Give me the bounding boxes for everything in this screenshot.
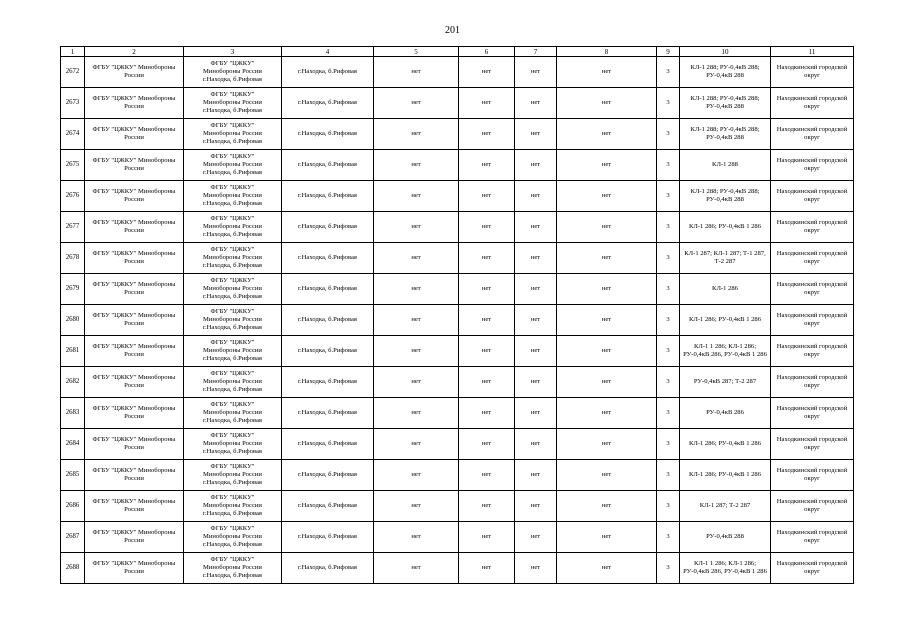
column-8-cell: нет bbox=[557, 553, 657, 584]
column-7-cell: нет bbox=[515, 243, 557, 274]
table-row bbox=[61, 57, 854, 88]
column-8-cell: нет bbox=[557, 274, 657, 305]
column-8-cell: нет bbox=[557, 460, 657, 491]
equipment-cell: КЛ-1 286; РУ-0,4кВ 1 286 bbox=[680, 460, 771, 491]
district-cell: Находкинский городской округ bbox=[771, 181, 854, 212]
owner-line: Минобороны России bbox=[203, 99, 262, 106]
address-cell: г.Находка, б.Рифовая bbox=[282, 119, 374, 150]
column-5-cell: нет bbox=[374, 305, 459, 336]
equipment-cell: РУ-0,4кВ 286 bbox=[680, 398, 771, 429]
table-body bbox=[61, 57, 854, 584]
owner-line: ФГБУ "ЦЖКУ" bbox=[210, 153, 255, 160]
column-9-cell: 3 bbox=[657, 429, 680, 460]
column-5-cell: нет bbox=[374, 119, 459, 150]
row-number-cell: 2680 bbox=[61, 305, 85, 336]
table-row bbox=[61, 305, 854, 336]
column-8-cell: нет bbox=[557, 429, 657, 460]
column-7-cell: нет bbox=[515, 119, 557, 150]
registry-table bbox=[60, 46, 854, 584]
header-row bbox=[61, 47, 854, 57]
address-cell: г.Находка, б.Рифовая bbox=[282, 243, 374, 274]
column-header: 8 bbox=[557, 47, 657, 57]
address-cell: г.Находка, б.Рифовая bbox=[282, 181, 374, 212]
owner-cell bbox=[184, 57, 282, 88]
column-8-cell: нет bbox=[557, 212, 657, 243]
column-header: 1 bbox=[61, 47, 85, 57]
column-header: 9 bbox=[657, 47, 680, 57]
owner-line: ФГБУ "ЦЖКУ" bbox=[210, 122, 255, 129]
table-row bbox=[61, 274, 854, 305]
owner-line: Минобороны России bbox=[203, 316, 262, 323]
owner-line: г.Находка, б.Рифовая bbox=[203, 138, 262, 145]
table-row bbox=[61, 336, 854, 367]
owner-line: г.Находка, б.Рифовая bbox=[203, 541, 262, 548]
district-cell: Находкинский городской округ bbox=[771, 460, 854, 491]
equipment-cell: КЛ-1 287; КЛ-1 287; Т-1 287, Т-2 287 bbox=[680, 243, 771, 274]
owner-cell bbox=[184, 119, 282, 150]
column-7-cell: нет bbox=[515, 181, 557, 212]
column-9-cell: 3 bbox=[657, 491, 680, 522]
address-cell: г.Находка, б.Рифовая bbox=[282, 367, 374, 398]
district-cell: Находкинский городской округ bbox=[771, 274, 854, 305]
table-row bbox=[61, 181, 854, 212]
owner-line: г.Находка, б.Рифовая bbox=[203, 417, 262, 424]
column-8-cell: нет bbox=[557, 491, 657, 522]
owner-line: Минобороны России bbox=[203, 347, 262, 354]
address-cell: г.Находка, б.Рифовая bbox=[282, 150, 374, 181]
district-cell: Находкинский городской округ bbox=[771, 119, 854, 150]
table-row bbox=[61, 150, 854, 181]
column-6-cell: нет bbox=[459, 491, 515, 522]
address-cell: г.Находка, б.Рифовая bbox=[282, 491, 374, 522]
column-6-cell: нет bbox=[459, 88, 515, 119]
column-8-cell: нет bbox=[557, 522, 657, 553]
column-6-cell: нет bbox=[459, 367, 515, 398]
district-cell: Находкинский городской округ bbox=[771, 88, 854, 119]
row-number-cell: 2681 bbox=[61, 336, 85, 367]
owner-cell bbox=[184, 305, 282, 336]
row-number-cell: 2676 bbox=[61, 181, 85, 212]
column-7-cell: нет bbox=[515, 553, 557, 584]
owner-line: г.Находка, б.Рифовая bbox=[203, 293, 262, 300]
owner-line: г.Находка, б.Рифовая bbox=[203, 386, 262, 393]
organization-cell: ФГБУ "ЦЖКУ" Минобороны России bbox=[85, 305, 184, 336]
owner-line: Минобороны России bbox=[203, 502, 262, 509]
column-6-cell: нет bbox=[459, 212, 515, 243]
district-cell: Находкинский городской округ bbox=[771, 305, 854, 336]
column-6-cell: нет bbox=[459, 119, 515, 150]
owner-line: г.Находка, б.Рифовая bbox=[203, 355, 262, 362]
owner-line: Минобороны России bbox=[203, 471, 262, 478]
owner-line: ФГБУ "ЦЖКУ" bbox=[210, 277, 255, 284]
equipment-cell: КЛ-1 286; РУ-0,4кВ 1 286 bbox=[680, 429, 771, 460]
district-cell: Находкинский городской округ bbox=[771, 243, 854, 274]
column-9-cell: 3 bbox=[657, 212, 680, 243]
owner-line: ФГБУ "ЦЖКУ" bbox=[210, 370, 255, 377]
organization-cell: ФГБУ "ЦЖКУ" Минобороны России bbox=[85, 119, 184, 150]
column-5-cell: нет bbox=[374, 336, 459, 367]
column-5-cell: нет bbox=[374, 429, 459, 460]
row-number-cell: 2673 bbox=[61, 88, 85, 119]
owner-line: г.Находка, б.Рифовая bbox=[203, 200, 262, 207]
owner-line: Минобороны России bbox=[203, 564, 262, 571]
table-row bbox=[61, 460, 854, 491]
column-6-cell: нет bbox=[459, 522, 515, 553]
owner-line: Минобороны России bbox=[203, 192, 262, 199]
owner-cell bbox=[184, 274, 282, 305]
column-5-cell: нет bbox=[374, 367, 459, 398]
column-6-cell: нет bbox=[459, 553, 515, 584]
table-row bbox=[61, 243, 854, 274]
column-7-cell: нет bbox=[515, 305, 557, 336]
row-number-cell: 2677 bbox=[61, 212, 85, 243]
column-9-cell: 3 bbox=[657, 522, 680, 553]
owner-line: Минобороны России bbox=[203, 161, 262, 168]
address-cell: г.Находка, б.Рифовая bbox=[282, 88, 374, 119]
column-8-cell: нет bbox=[557, 336, 657, 367]
column-7-cell: нет bbox=[515, 522, 557, 553]
table-row bbox=[61, 491, 854, 522]
district-cell: Находкинский городской округ bbox=[771, 491, 854, 522]
column-5-cell: нет bbox=[374, 522, 459, 553]
owner-cell bbox=[184, 522, 282, 553]
column-9-cell: 3 bbox=[657, 119, 680, 150]
column-header: 11 bbox=[771, 47, 854, 57]
organization-cell: ФГБУ "ЦЖКУ" Минобороны России bbox=[85, 88, 184, 119]
owner-cell bbox=[184, 150, 282, 181]
equipment-cell: КЛ-1 287; Т-2 287 bbox=[680, 491, 771, 522]
district-cell: Находкинский городской округ bbox=[771, 336, 854, 367]
table-row bbox=[61, 553, 854, 584]
column-7-cell: нет bbox=[515, 460, 557, 491]
organization-cell: ФГБУ "ЦЖКУ" Минобороны России bbox=[85, 553, 184, 584]
table-row bbox=[61, 367, 854, 398]
column-header: 7 bbox=[515, 47, 557, 57]
owner-line: ФГБУ "ЦЖКУ" bbox=[210, 60, 255, 67]
owner-cell bbox=[184, 336, 282, 367]
column-7-cell: нет bbox=[515, 57, 557, 88]
owner-line: Минобороны России bbox=[203, 440, 262, 447]
column-8-cell: нет bbox=[557, 305, 657, 336]
owner-cell bbox=[184, 88, 282, 119]
district-cell: Находкинский городской округ bbox=[771, 429, 854, 460]
column-7-cell: нет bbox=[515, 212, 557, 243]
district-cell: Находкинский городской округ bbox=[771, 212, 854, 243]
column-5-cell: нет bbox=[374, 553, 459, 584]
column-header: 5 bbox=[374, 47, 459, 57]
column-7-cell: нет bbox=[515, 336, 557, 367]
owner-line: Минобороны России bbox=[203, 533, 262, 540]
address-cell: г.Находка, б.Рифовая bbox=[282, 429, 374, 460]
row-number-cell: 2688 bbox=[61, 553, 85, 584]
column-9-cell: 3 bbox=[657, 305, 680, 336]
column-6-cell: нет bbox=[459, 181, 515, 212]
owner-cell bbox=[184, 429, 282, 460]
column-8-cell: нет bbox=[557, 57, 657, 88]
column-header: 3 bbox=[184, 47, 282, 57]
equipment-cell: КЛ-1 1 286; КЛ-1 286; РУ-0,4кВ 286, РУ-0,4кВ 1 286 bbox=[680, 336, 771, 367]
equipment-cell: КЛ-1 288; РУ-0,4кВ 288; РУ-0,4кВ 288 bbox=[680, 181, 771, 212]
owner-cell bbox=[184, 553, 282, 584]
column-6-cell: нет bbox=[459, 398, 515, 429]
owner-cell bbox=[184, 212, 282, 243]
address-cell: г.Находка, б.Рифовая bbox=[282, 57, 374, 88]
page-number: 201 bbox=[445, 25, 460, 36]
column-9-cell: 3 bbox=[657, 398, 680, 429]
owner-line: ФГБУ "ЦЖКУ" bbox=[210, 525, 255, 532]
equipment-cell: КЛ-1 286; РУ-0,4кВ 1 286 bbox=[680, 212, 771, 243]
column-header: 10 bbox=[680, 47, 771, 57]
column-5-cell: нет bbox=[374, 274, 459, 305]
district-cell: Находкинский городской округ bbox=[771, 522, 854, 553]
column-9-cell: 3 bbox=[657, 274, 680, 305]
organization-cell: ФГБУ "ЦЖКУ" Минобороны России bbox=[85, 398, 184, 429]
column-5-cell: нет bbox=[374, 150, 459, 181]
column-9-cell: 3 bbox=[657, 553, 680, 584]
owner-line: ФГБУ "ЦЖКУ" bbox=[210, 184, 255, 191]
column-5-cell: нет bbox=[374, 57, 459, 88]
column-8-cell: нет bbox=[557, 367, 657, 398]
table-row bbox=[61, 398, 854, 429]
district-cell: Находкинский городской округ bbox=[771, 367, 854, 398]
column-6-cell: нет bbox=[459, 150, 515, 181]
owner-line: г.Находка, б.Рифовая bbox=[203, 510, 262, 517]
owner-line: ФГБУ "ЦЖКУ" bbox=[210, 401, 255, 408]
column-9-cell: 3 bbox=[657, 88, 680, 119]
owner-cell bbox=[184, 491, 282, 522]
organization-cell: ФГБУ "ЦЖКУ" Минобороны России bbox=[85, 274, 184, 305]
owner-line: г.Находка, б.Рифовая bbox=[203, 169, 262, 176]
column-header: 6 bbox=[459, 47, 515, 57]
column-7-cell: нет bbox=[515, 398, 557, 429]
equipment-cell: РУ-0,4кВ 287; Т-2 287 bbox=[680, 367, 771, 398]
owner-line: г.Находка, б.Рифовая bbox=[203, 107, 262, 114]
row-number-cell: 2687 bbox=[61, 522, 85, 553]
row-number-cell: 2682 bbox=[61, 367, 85, 398]
equipment-cell: КЛ-1 288; РУ-0,4кВ 288; РУ-0,4кВ 288 bbox=[680, 88, 771, 119]
row-number-cell: 2675 bbox=[61, 150, 85, 181]
owner-line: Минобороны России bbox=[203, 285, 262, 292]
owner-cell bbox=[184, 398, 282, 429]
column-6-cell: нет bbox=[459, 274, 515, 305]
table-row bbox=[61, 212, 854, 243]
owner-line: ФГБУ "ЦЖКУ" bbox=[210, 246, 255, 253]
column-5-cell: нет bbox=[374, 398, 459, 429]
column-5-cell: нет bbox=[374, 88, 459, 119]
equipment-cell: КЛ-1 286 bbox=[680, 274, 771, 305]
row-number-cell: 2672 bbox=[61, 57, 85, 88]
column-6-cell: нет bbox=[459, 305, 515, 336]
owner-line: г.Находка, б.Рифовая bbox=[203, 262, 262, 269]
address-cell: г.Находка, б.Рифовая bbox=[282, 522, 374, 553]
organization-cell: ФГБУ "ЦЖКУ" Минобороны России bbox=[85, 429, 184, 460]
owner-cell bbox=[184, 367, 282, 398]
equipment-cell: КЛ-1 288; РУ-0,4кВ 288; РУ-0,4кВ 288 bbox=[680, 119, 771, 150]
owner-line: ФГБУ "ЦЖКУ" bbox=[210, 339, 255, 346]
owner-line: Минобороны России bbox=[203, 223, 262, 230]
equipment-cell: КЛ-1 288; РУ-0,4кВ 288; РУ-0,4кВ 288 bbox=[680, 57, 771, 88]
equipment-cell: КЛ-1 288 bbox=[680, 150, 771, 181]
address-cell: г.Находка, б.Рифовая bbox=[282, 460, 374, 491]
column-header: 4 bbox=[282, 47, 374, 57]
column-9-cell: 3 bbox=[657, 367, 680, 398]
column-8-cell: нет bbox=[557, 243, 657, 274]
column-8-cell: нет bbox=[557, 119, 657, 150]
owner-line: ФГБУ "ЦЖКУ" bbox=[210, 494, 255, 501]
organization-cell: ФГБУ "ЦЖКУ" Минобороны России bbox=[85, 181, 184, 212]
row-number-cell: 2679 bbox=[61, 274, 85, 305]
organization-cell: ФГБУ "ЦЖКУ" Минобороны России bbox=[85, 57, 184, 88]
owner-line: г.Находка, б.Рифовая bbox=[203, 231, 262, 238]
owner-line: ФГБУ "ЦЖКУ" bbox=[210, 308, 255, 315]
owner-line: ФГБУ "ЦЖКУ" bbox=[210, 432, 255, 439]
address-cell: г.Находка, б.Рифовая bbox=[282, 398, 374, 429]
district-cell: Находкинский городской округ bbox=[771, 57, 854, 88]
equipment-cell: РУ-0,4кВ 288 bbox=[680, 522, 771, 553]
column-header: 2 bbox=[85, 47, 184, 57]
column-7-cell: нет bbox=[515, 491, 557, 522]
owner-line: Минобороны России bbox=[203, 254, 262, 261]
district-cell: Находкинский городской округ bbox=[771, 150, 854, 181]
owner-line: Минобороны России bbox=[203, 378, 262, 385]
column-6-cell: нет bbox=[459, 460, 515, 491]
table-row bbox=[61, 88, 854, 119]
owner-line: г.Находка, б.Рифовая bbox=[203, 479, 262, 486]
owner-cell bbox=[184, 243, 282, 274]
column-5-cell: нет bbox=[374, 491, 459, 522]
owner-line: Минобороны России bbox=[203, 68, 262, 75]
owner-line: ФГБУ "ЦЖКУ" bbox=[210, 91, 255, 98]
equipment-cell: КЛ-1 286; РУ-0,4кВ 1 286 bbox=[680, 305, 771, 336]
organization-cell: ФГБУ "ЦЖКУ" Минобороны России bbox=[85, 491, 184, 522]
address-cell: г.Находка, б.Рифовая bbox=[282, 212, 374, 243]
row-number-cell: 2678 bbox=[61, 243, 85, 274]
column-6-cell: нет bbox=[459, 243, 515, 274]
column-9-cell: 3 bbox=[657, 460, 680, 491]
owner-line: Минобороны России bbox=[203, 409, 262, 416]
equipment-cell: КЛ-1 1 286; КЛ-1 286; РУ-0,4кВ 286, РУ-0,4кВ 1 286 bbox=[680, 553, 771, 584]
column-5-cell: нет bbox=[374, 212, 459, 243]
owner-line: г.Находка, б.Рифовая bbox=[203, 76, 262, 83]
column-9-cell: 3 bbox=[657, 243, 680, 274]
row-number-cell: 2684 bbox=[61, 429, 85, 460]
organization-cell: ФГБУ "ЦЖКУ" Минобороны России bbox=[85, 336, 184, 367]
column-7-cell: нет bbox=[515, 429, 557, 460]
column-5-cell: нет bbox=[374, 181, 459, 212]
organization-cell: ФГБУ "ЦЖКУ" Минобороны России bbox=[85, 522, 184, 553]
column-6-cell: нет bbox=[459, 429, 515, 460]
owner-line: ФГБУ "ЦЖКУ" bbox=[210, 215, 255, 222]
owner-line: г.Находка, б.Рифовая bbox=[203, 572, 262, 579]
column-8-cell: нет bbox=[557, 181, 657, 212]
organization-cell: ФГБУ "ЦЖКУ" Минобороны России bbox=[85, 150, 184, 181]
owner-line: ФГБУ "ЦЖКУ" bbox=[210, 463, 255, 470]
column-7-cell: нет bbox=[515, 150, 557, 181]
district-cell: Находкинский городской округ bbox=[771, 553, 854, 584]
district-cell: Находкинский городской округ bbox=[771, 398, 854, 429]
column-9-cell: 3 bbox=[657, 150, 680, 181]
address-cell: г.Находка, б.Рифовая bbox=[282, 336, 374, 367]
column-9-cell: 3 bbox=[657, 336, 680, 367]
row-number-cell: 2685 bbox=[61, 460, 85, 491]
owner-line: г.Находка, б.Рифовая bbox=[203, 448, 262, 455]
owner-line: г.Находка, б.Рифовая bbox=[203, 324, 262, 331]
column-6-cell: нет bbox=[459, 336, 515, 367]
column-8-cell: нет bbox=[557, 88, 657, 119]
column-5-cell: нет bbox=[374, 460, 459, 491]
column-5-cell: нет bbox=[374, 243, 459, 274]
column-7-cell: нет bbox=[515, 274, 557, 305]
row-number-cell: 2674 bbox=[61, 119, 85, 150]
owner-line: Минобороны России bbox=[203, 130, 262, 137]
organization-cell: ФГБУ "ЦЖКУ" Минобороны России bbox=[85, 367, 184, 398]
owner-cell bbox=[184, 181, 282, 212]
address-cell: г.Находка, б.Рифовая bbox=[282, 305, 374, 336]
column-9-cell: 3 bbox=[657, 57, 680, 88]
address-cell: г.Находка, б.Рифовая bbox=[282, 553, 374, 584]
owner-cell bbox=[184, 460, 282, 491]
organization-cell: ФГБУ "ЦЖКУ" Минобороны России bbox=[85, 212, 184, 243]
row-number-cell: 2683 bbox=[61, 398, 85, 429]
column-8-cell: нет bbox=[557, 150, 657, 181]
owner-line: ФГБУ "ЦЖКУ" bbox=[210, 556, 255, 563]
table-row bbox=[61, 429, 854, 460]
table-row bbox=[61, 522, 854, 553]
table-row bbox=[61, 119, 854, 150]
row-number-cell: 2686 bbox=[61, 491, 85, 522]
column-6-cell: нет bbox=[459, 57, 515, 88]
address-cell: г.Находка, б.Рифовая bbox=[282, 274, 374, 305]
column-7-cell: нет bbox=[515, 367, 557, 398]
column-7-cell: нет bbox=[515, 88, 557, 119]
organization-cell: ФГБУ "ЦЖКУ" Минобороны России bbox=[85, 243, 184, 274]
column-9-cell: 3 bbox=[657, 181, 680, 212]
column-8-cell: нет bbox=[557, 398, 657, 429]
organization-cell: ФГБУ "ЦЖКУ" Минобороны России bbox=[85, 460, 184, 491]
